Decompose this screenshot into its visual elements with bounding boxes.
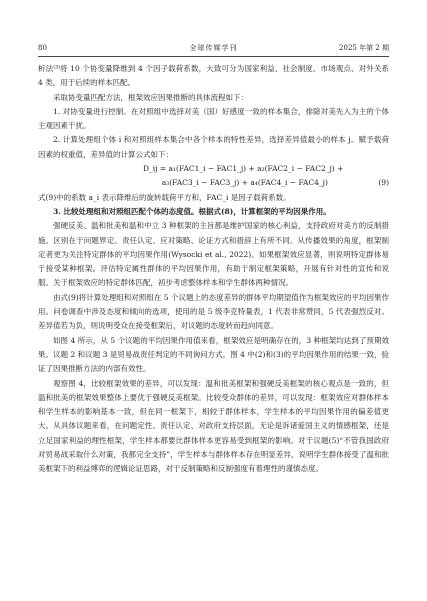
- equation-text-2: a₃(FAC3_i − FAC3_j) + a₄(FAC4_i − FAC4_j): [161, 178, 328, 188]
- journal-name: 全球传媒学刊: [189, 44, 238, 52]
- paragraph-6: 强硬反美、温和批美和温和中立 3 种框架的主旨都是维护国家的核心利益，支持政府对美方的反制措施。区别在于问题界定、责任认定、应对策略、论证方式和措辞上有所不同。从传播效果的角度，框架制定者更为关注特定群体的平均因果作用(Wysocki et al., 2022)。如果框架效应显著，则说明特定群体易于接受某种框架。评估特定属性群体的平均因果作用，有助于制定框架策略，开展有针对性的宣传和说服。关于框架效应的特定群体匹配，初步考虑整体样本和学生群体两种情况。: [38, 221, 389, 288]
- page-header: [38, 42, 389, 54]
- equation-number: (9): [378, 178, 389, 188]
- paragraph-7: 由式(9)将计算处理组和对照组在 5 个议题上的态度差异的群体平均期望值作为框架效应的平均因果作用。问卷调查中涉及态度和倾向的选项，使用的是 5 级李克特量表，1 代表非常赞同，5 代表强烈反对。差异值若为负，则说明受众在接受框架后，对议题的态度转而趋向同意。: [38, 292, 389, 331]
- paragraph-8: 如图 4 所示，从 5 个议题的平均因果作用值来看，框架效应是明确存在的，3 种框架均达到了预期效果。议题 2 和议题 3 是贸易战责任判定的不同询问方式，图 4 中(2)和(3)的平均因果作用的结果一致，验证了因果推断方法的内部有效性。: [38, 335, 389, 374]
- issue-label: 2025 年第 2 期: [339, 44, 389, 52]
- paragraph-4: 式(9)中的系数 a_i 表示降维后的旋转载荷平方和，FAC_i 是因子载荷系数。: [38, 192, 291, 202]
- paragraph-9: 观察图 4，比较框架效果的差异，可以发现：温和批美框架和强硬反美框架的核心观点是一致的，但温和批美的框架效果整体上要优于强硬反美框架。比较受众群体的差异，可以发现：框架效应对群体样本和学生样本的影响基本一致，但在同一框架下，相较于群体样本，学生样本的平均因果作用的偏差值更大。从具体议题来看，在问题定性、责任认定、对政府支持层面，无论是诉诸爱国主义的情感框架，还是立足国家利益的理性框架，学生样本都要比群体样本更容易受到框架的影响。对于议题(5)“不管我国政府对贸易战采取什么对策，我都完全支持”，学生样本与群体样本存在明显差异，说明学生群体接受了温和批美框架下的利益博弈的逻辑论证思路，对于反制策略和反制强度有着理性的谨慎态度。: [38, 378, 389, 474]
- equation-line-1: [38, 162, 389, 176]
- paragraph-5: 3. 比较处理组和对照组匹配个体的态度值。根据式(8)，计算框架的平均因果作用。: [53, 206, 331, 216]
- page-number: 80: [38, 44, 47, 52]
- paragraph-0: 析法⁽³⁾将 10 个协变量降维到 4 个因子载荷系数，大致可分为国家利益、社会制度、市场观点、对外关系 4 类，用于后续的样本匹配。: [38, 64, 389, 88]
- paragraph-2: 1. 对协变量进行控制。在对照组中选择对美（国）好感度一致的样本集合，排除对美先入为主的个体主观因素干扰。: [38, 106, 389, 131]
- paragraph-3: 2. 计算处理组个体 i 和对照组样本集合中各个样本的特性差异，选择差异值最小的样本 j。赋予载荷因素的权重值，差异值的计算公式如下：: [38, 135, 389, 159]
- header-rule: [38, 56, 389, 57]
- article-body: [38, 62, 389, 477]
- equation-text-1: D_ij = a₁(FAC1_i − FAC1_j) + a₂(FAC2_i − FAC2_j) +: [143, 164, 344, 174]
- paragraph-1: 采取协变量匹配方法，框架效应因果推断的具体流程如下：: [53, 92, 248, 102]
- equation-line-2: [38, 176, 389, 190]
